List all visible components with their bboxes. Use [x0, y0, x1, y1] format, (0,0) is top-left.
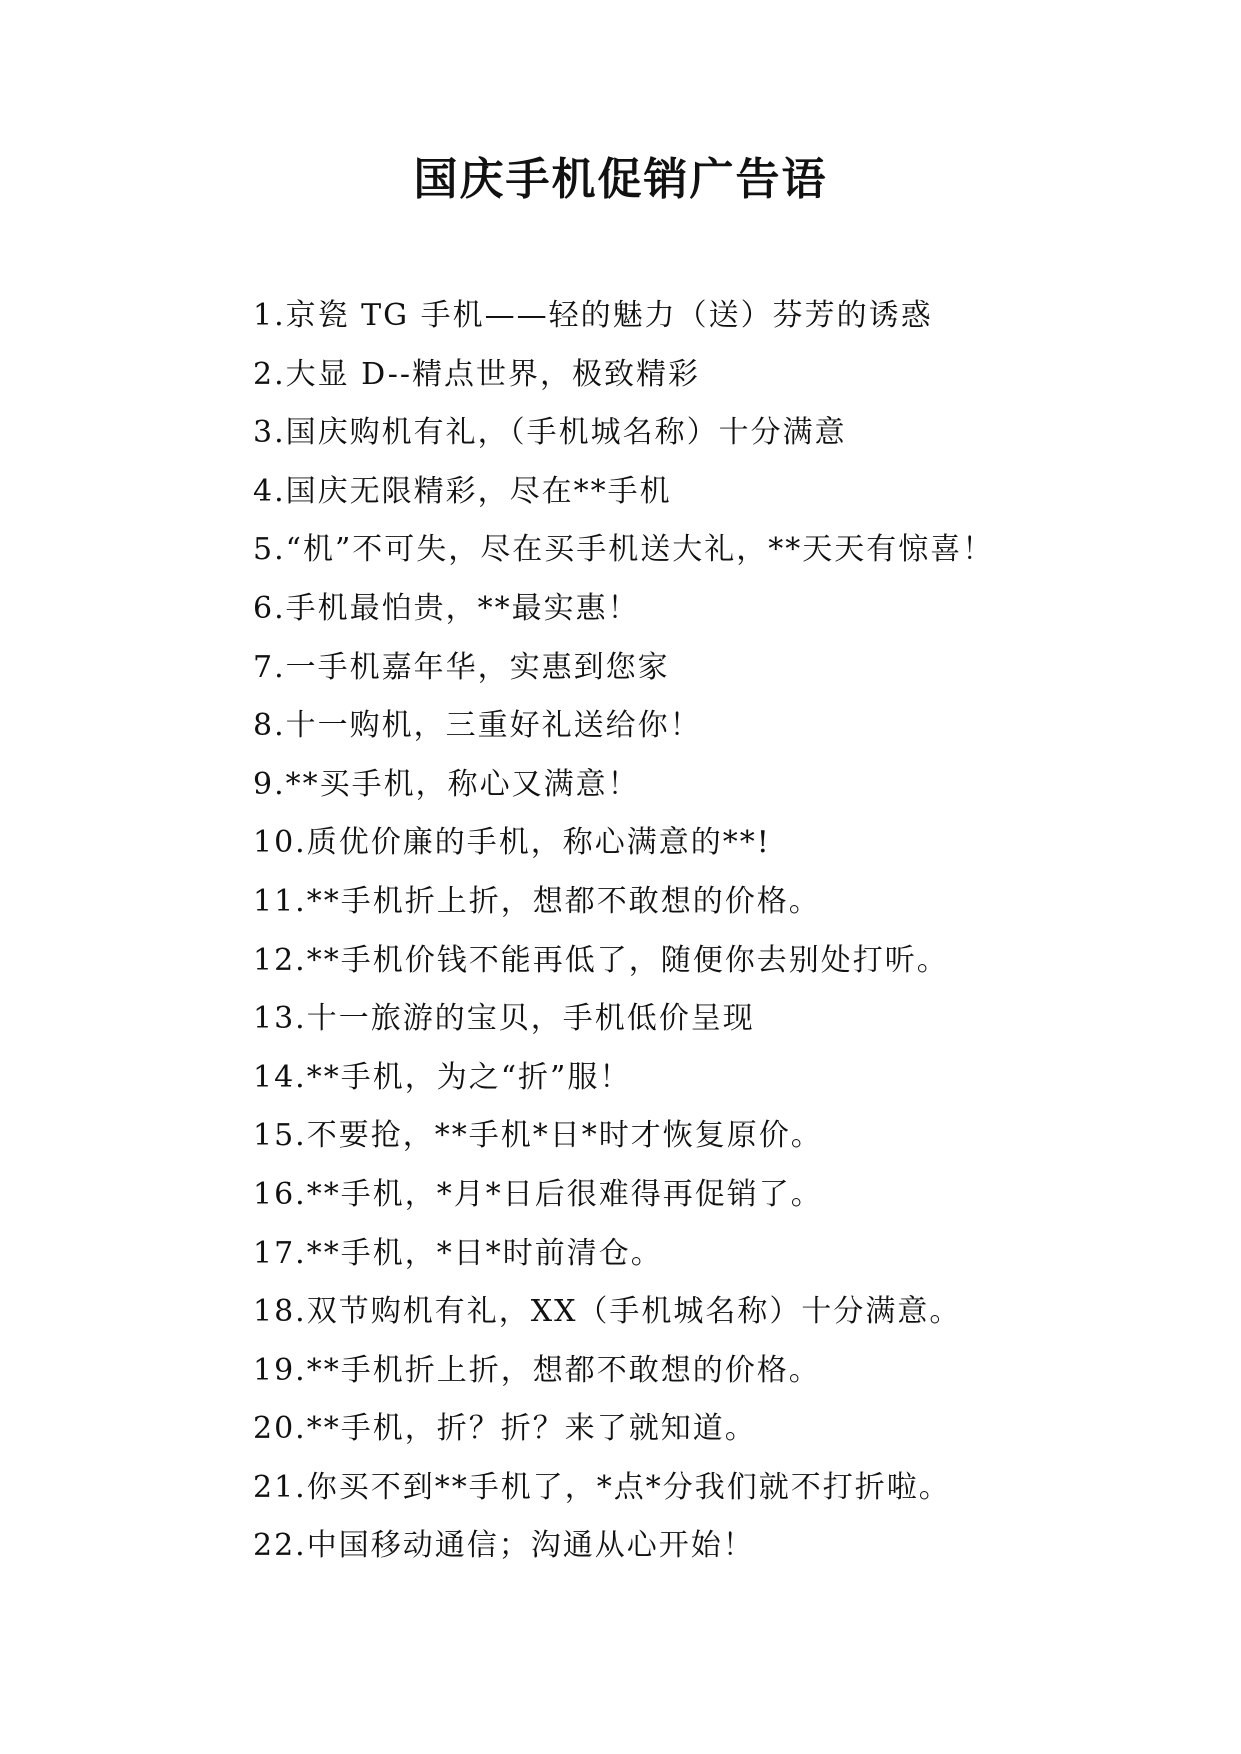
list-item: 22.中国移动通信；沟通从心开始！: [253, 1528, 755, 1564]
list-item: 9.**买手机，称心又满意！: [253, 766, 640, 802]
list-item: 16.**手机，*月*日后很难得再促销了。: [253, 1176, 823, 1212]
list-item: 5.“机”不可失，尽在买手机送大礼，**天天有惊喜！: [253, 532, 995, 568]
list-item: 4.国庆无限精彩，尽在**手机: [253, 473, 672, 509]
list-item: 11.**手机折上折，想都不敢想的价格。: [253, 883, 821, 919]
list-item: 18.双节购机有礼，XX（手机城名称）十分满意。: [253, 1294, 962, 1330]
list-item: 12.**手机价钱不能再低了，随便你去别处打听。: [253, 942, 949, 978]
list-item: 14.**手机，为之“折”服！: [253, 1059, 632, 1095]
list-item: 8.十一购机，三重好礼送给你！: [253, 708, 702, 744]
list-item: 13.十一旅游的宝贝，手机低价呈现: [253, 1001, 755, 1037]
list-item: 6.手机最怕贵，**最实惠！: [253, 590, 640, 626]
list-item: 21.你买不到**手机了，*点*分我们就不打折啦。: [253, 1469, 951, 1505]
slogan-list: [253, 287, 1213, 1576]
list-item: 15.不要抢，**手机*日*时才恢复原价。: [253, 1118, 823, 1154]
list-item: 10.质优价廉的手机，称心满意的**!: [253, 825, 771, 861]
list-item: 3.国庆购机有礼，（手机城名称）十分满意: [253, 415, 847, 451]
list-item: 7.一手机嘉年华，实惠到您家: [253, 649, 670, 685]
page-title: 国庆手机促销广告语: [413, 154, 828, 205]
list-item: 17.**手机，*日*时前清仓。: [253, 1235, 663, 1271]
list-item: 19.**手机折上折，想都不敢想的价格。: [253, 1352, 821, 1388]
list-item: 20.**手机，折？折？来了就知道。: [253, 1411, 757, 1447]
list-item: 2.大显 D--精点世界，极致精彩: [253, 356, 701, 392]
list-item: 1.京瓷 TG 手机——轻的魅力（送）芬芳的诱惑: [253, 298, 933, 333]
